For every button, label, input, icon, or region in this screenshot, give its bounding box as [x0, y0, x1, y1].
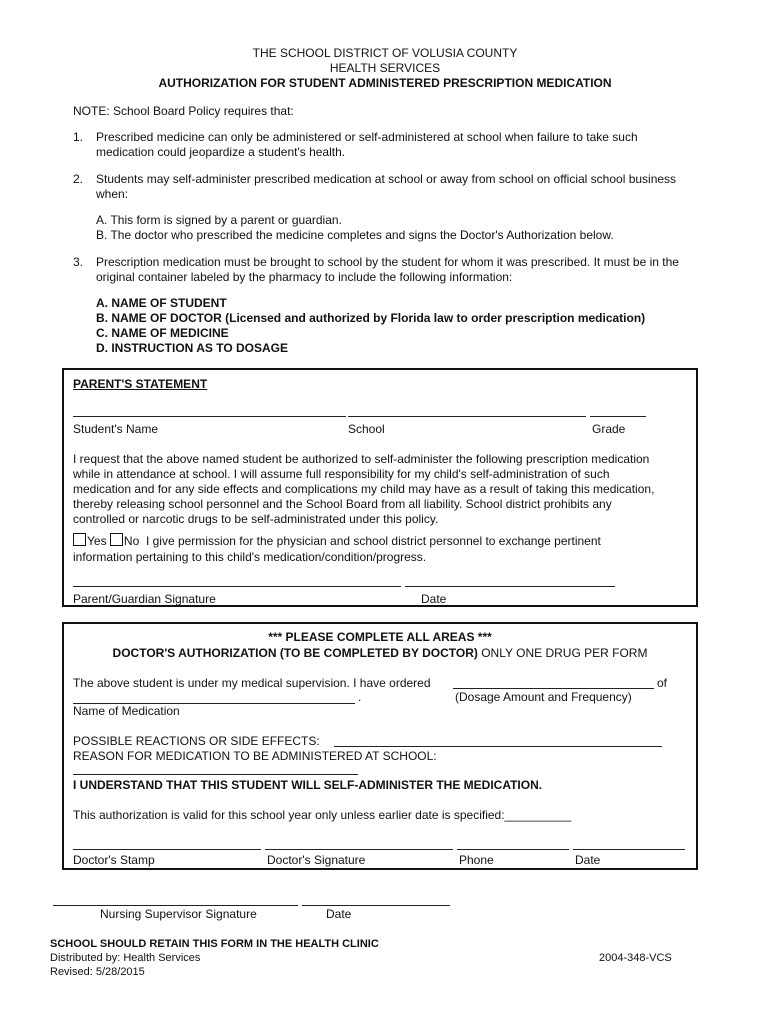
- item-3-number: 3.: [73, 255, 84, 269]
- requirement-d: D. INSTRUCTION AS TO DOSAGE: [96, 341, 289, 355]
- doctor-date-field[interactable]: [573, 849, 685, 850]
- form-number: 2004-348-VCS: [599, 952, 672, 964]
- item-1-line-1: Prescribed medicine can only be administered or self-administered at school when failure to take such: [96, 130, 638, 144]
- grade-label: Grade: [592, 422, 626, 436]
- grade-field[interactable]: [590, 416, 646, 417]
- permission-line-2: information pertaining to this child's medication/condition/progress.: [73, 550, 427, 564]
- distributed-by: Distributed by: Health Services: [50, 952, 201, 964]
- item-1-number: 1.: [73, 130, 84, 144]
- parent-paragraph-line-2: while in attendance at school. I will assume full responsibility for my child's self-administration of such: [73, 467, 610, 481]
- of-text: of: [657, 676, 668, 690]
- nursing-date-field[interactable]: [302, 905, 450, 906]
- doctor-heading-bold: DOCTOR'S AUTHORIZATION (TO BE COMPLETED BY DOCTOR): [112, 646, 478, 660]
- item-2-a: A. This form is signed by a parent or guardian.: [96, 213, 342, 227]
- parent-statement-heading: PARENT'S STATEMENT: [73, 377, 208, 391]
- nursing-date-label: Date: [326, 907, 352, 921]
- doctor-signature-field[interactable]: [265, 849, 453, 850]
- item-3-line-1: Prescription medication must be brought to school by the student for whom it was prescribed. It must be in the: [96, 255, 679, 269]
- permission-line-1: [73, 533, 601, 549]
- requirement-c: C. NAME OF MEDICINE: [96, 326, 229, 340]
- reactions-label: POSSIBLE REACTIONS OR SIDE EFFECTS:: [73, 734, 320, 748]
- school-field[interactable]: [348, 416, 586, 417]
- no-checkbox[interactable]: [110, 533, 123, 546]
- item-2-b: B. The doctor who prescribed the medicine completes and signs the Doctor's Authorization below.: [96, 228, 614, 242]
- item-2-number: 2.: [73, 172, 84, 186]
- doctor-stamp-field[interactable]: [73, 849, 261, 850]
- district-name: THE SCHOOL DISTRICT OF VOLUSIA COUNTY: [252, 46, 518, 60]
- complete-all-notice: *** PLEASE COMPLETE ALL AREAS ***: [268, 630, 492, 644]
- yes-checkbox[interactable]: [73, 533, 86, 546]
- dosage-label: (Dosage Amount and Frequency): [455, 690, 632, 704]
- item-2-line-1: Students may self-administer prescribed medication at school or away from school on official school business: [96, 172, 677, 186]
- no-label: No: [123, 534, 140, 548]
- reason-label: REASON FOR MEDICATION TO BE ADMINISTERED AT SCHOOL:: [73, 749, 437, 763]
- parent-date-label: Date: [421, 592, 447, 606]
- medication-name-label: Name of Medication: [73, 704, 180, 718]
- requirement-b: B. NAME OF DOCTOR (Licensed and authorized by Florida law to order prescription medication): [96, 311, 646, 325]
- requirement-a: A. NAME OF STUDENT: [96, 296, 227, 310]
- period-text: .: [358, 690, 362, 704]
- parent-paragraph-line-5: controlled or narcotic drugs to be self-administrated under this policy.: [73, 512, 439, 526]
- doctor-date-label: Date: [575, 853, 601, 867]
- doctor-authorization-heading: [0, 646, 760, 661]
- yes-label: Yes: [87, 534, 107, 548]
- reason-field[interactable]: [73, 774, 358, 775]
- item-2-line-2: when:: [96, 187, 129, 201]
- nursing-signature-field[interactable]: [53, 905, 298, 906]
- revised-date: Revised: 5/28/2015: [50, 966, 145, 978]
- nursing-signature-label: Nursing Supervisor Signature: [100, 907, 257, 921]
- note-intro: NOTE: School Board Policy requires that:: [73, 104, 294, 118]
- parent-paragraph-line-3: medication and for any side effects and complications my child may have as a result of taking this medication,: [73, 482, 655, 496]
- self-administer-statement: I UNDERSTAND THAT THIS STUDENT WILL SELF-ADMINISTER THE MEDICATION.: [73, 778, 543, 792]
- doctor-phone-label: Phone: [459, 853, 494, 867]
- doctor-signature-label: Doctor's Signature: [267, 853, 366, 867]
- school-label: School: [348, 422, 385, 436]
- permission-text: I give permission for the physician and school district personnel to exchange pertinent: [145, 534, 601, 548]
- parent-signature-label: Parent/Guardian Signature: [73, 592, 216, 606]
- item-3-line-2: original container labeled by the pharmacy to include the following information:: [96, 270, 513, 284]
- parent-date-field[interactable]: [405, 586, 615, 587]
- doctor-heading-rest: ONLY ONE DRUG PER FORM: [481, 646, 648, 660]
- dosage-field[interactable]: [453, 688, 654, 689]
- parent-paragraph-line-1: I request that the above named student be authorized to self-administer the following prescription medication: [73, 452, 650, 466]
- item-1-line-2: medication could jeopardize a student's health.: [96, 145, 346, 159]
- retain-notice: SCHOOL SHOULD RETAIN THIS FORM IN THE HEALTH CLINIC: [50, 938, 379, 950]
- parent-signature-field[interactable]: [73, 586, 401, 587]
- validity-statement: This authorization is valid for this school year only unless earlier date is specified:__________: [73, 808, 572, 822]
- student-name-label: Student's Name: [73, 422, 159, 436]
- doctor-phone-field[interactable]: [457, 849, 569, 850]
- form-title: AUTHORIZATION FOR STUDENT ADMINISTERED PRESCRIPTION MEDICATION: [158, 76, 612, 90]
- parent-paragraph-line-4: thereby releasing school personnel and the School Board from all liability. School district prohibits any: [73, 497, 612, 511]
- doctor-stamp-label: Doctor's Stamp: [73, 853, 155, 867]
- supervision-text: The above student is under my medical supervision. I have ordered: [73, 676, 431, 690]
- reactions-field[interactable]: [334, 746, 662, 747]
- department-name: HEALTH SERVICES: [329, 61, 441, 75]
- student-name-field[interactable]: [73, 416, 346, 417]
